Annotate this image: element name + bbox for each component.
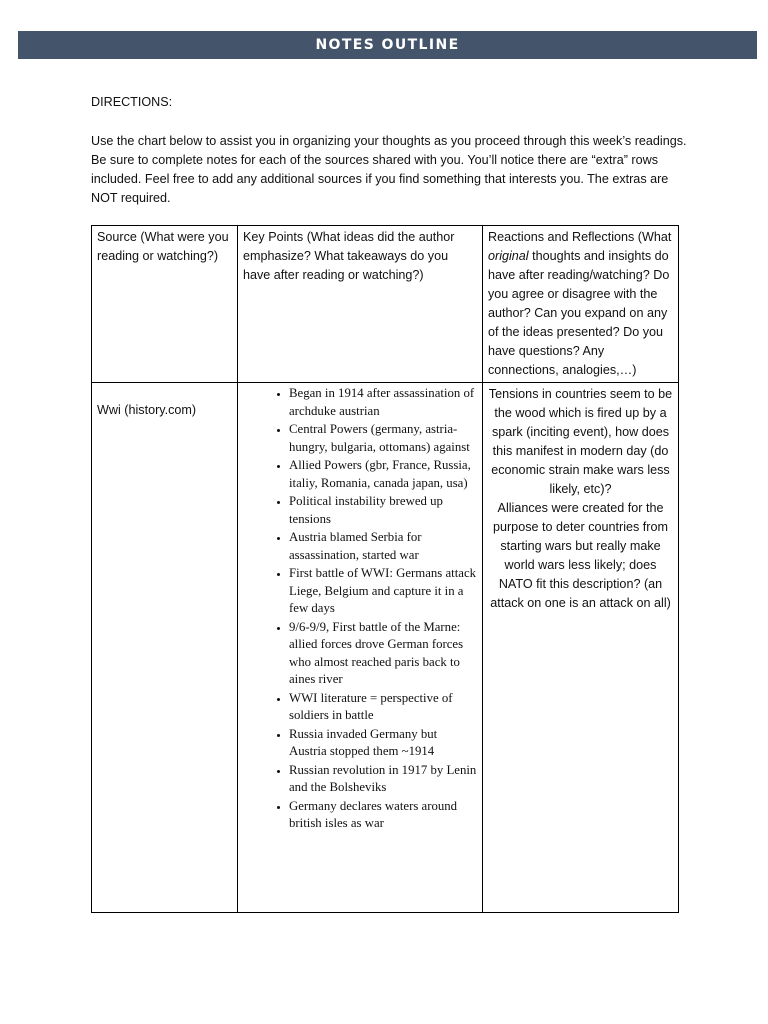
table-row: [92, 383, 679, 913]
directions-label: DIRECTIONS:: [91, 95, 173, 109]
list-item: • Central Powers (germany, astria-hungry, bulgaria, ottomans) against: [289, 421, 477, 456]
list-item: • WWI literature = perspective of soldiers in battle: [289, 690, 477, 725]
header-key-points[interactable]: Key Points (What ideas did the author emphasize? What takeaways do you have after reading or watching?): [238, 226, 483, 383]
key-points-cell[interactable]: [238, 383, 483, 913]
header-source[interactable]: Source (What were you reading or watching?): [92, 226, 238, 383]
page-title: NOTES OUTLINE: [315, 37, 460, 53]
list-item: • Germany declares waters around british isles as war: [289, 798, 477, 833]
header-reactions-text-1: Reactions and Reflections (What: [488, 230, 672, 244]
list-item: • Allied Powers (gbr, France, Russia, italiy, Romania, canada japan, usa): [289, 457, 477, 492]
notes-table: [91, 225, 679, 913]
title-banner: [18, 31, 757, 59]
list-item: • Political instability brewed up tensions: [289, 493, 477, 528]
key-points-list: [243, 385, 477, 833]
list-item: • 9/6-9/9, First battle of the Marne: allied forces drove German forces who almost reached paris back to aines river: [289, 619, 477, 689]
list-item: • Began in 1914 after assassination of archduke austrian: [289, 385, 477, 420]
list-item: • Russia invaded Germany but Austria stopped them ~1914: [289, 726, 477, 761]
list-item: • First battle of WWI: Germans attack Liege, Belgium and capture it in a few days: [289, 565, 477, 618]
header-reactions-text-2: thoughts and insights do have after reading/watching? Do you agree or disagree with the author? Can you expand on any of the ideas presented? Do you have questions? Any connections, analogies,…): [488, 249, 670, 377]
table-header-row: [92, 226, 679, 383]
reaction-paragraph: Tensions in countries seem to be the wood which is fired up by a spark (inciting event), how does this manifest in modern day (do economic strain make wars less likely, etc)?: [488, 387, 673, 496]
header-reactions[interactable]: [483, 226, 679, 383]
reactions-cell[interactable]: [483, 383, 679, 913]
header-reactions-emphasis: original: [488, 249, 529, 263]
reaction-paragraph: Alliances were created for the purpose to deter countries from starting wars but really make world wars less likely; does NATO fit this description? (an attack on one is an attack on all): [490, 501, 671, 610]
directions-text: Use the chart below to assist you in organizing your thoughts as you proceed through this week’s readings. Be sure to complete notes for each of the sources shared with you. You’ll notice there are “extra” rows included. Feel free to add any additional sources if you find something that interests you. The extras are NOT required.: [91, 134, 687, 205]
source-cell[interactable]: Wwi (history.com): [92, 383, 238, 913]
list-item: • Russian revolution in 1917 by Lenin and the Bolsheviks: [289, 762, 477, 797]
list-item: • Austria blamed Serbia for assassination, started war: [289, 529, 477, 564]
